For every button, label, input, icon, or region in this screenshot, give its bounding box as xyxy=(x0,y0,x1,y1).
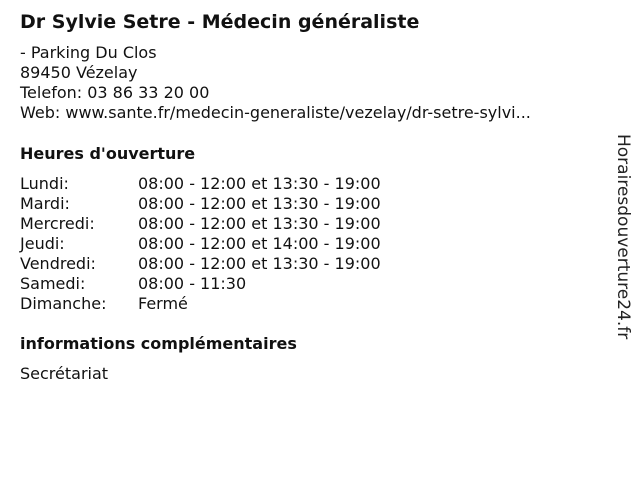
day-label: Samedi: xyxy=(20,274,86,293)
additional-info-text: Secrétariat xyxy=(20,364,109,383)
city-address: 89450 Vézelay xyxy=(20,63,138,82)
phone-number: Telefon: 03 86 33 20 00 xyxy=(20,83,210,102)
time-value: 08:00 - 12:00 et 13:30 - 19:00 xyxy=(138,214,381,233)
time-value: Fermé xyxy=(138,294,188,313)
day-label: Vendredi: xyxy=(20,254,96,273)
day-label: Mercredi: xyxy=(20,214,95,233)
page-title: Dr Sylvie Setre - Médecin généraliste xyxy=(20,11,420,33)
time-value: 08:00 - 12:00 et 13:30 - 19:00 xyxy=(138,194,381,213)
time-value: 08:00 - 11:30 xyxy=(138,274,247,293)
site-watermark: Horairesdouverture24.fr xyxy=(613,134,633,340)
website-url: Web: www.sante.fr/medecin-generaliste/vezelay/dr-setre-sylvi... xyxy=(20,103,531,122)
day-label: Dimanche: xyxy=(20,294,107,313)
day-label: Jeudi: xyxy=(20,234,65,253)
additional-info-heading: informations complémentaires xyxy=(20,334,297,353)
opening-hours-heading: Heures d'ouverture xyxy=(20,144,196,163)
time-value: 08:00 - 12:00 et 13:30 - 19:00 xyxy=(138,174,381,193)
time-value: 08:00 - 12:00 et 14:00 - 19:00 xyxy=(138,234,381,253)
time-value: 08:00 - 12:00 et 13:30 - 19:00 xyxy=(138,254,381,273)
address-block xyxy=(20,43,531,123)
day-label: Mardi: xyxy=(20,194,70,213)
day-label: Lundi: xyxy=(20,174,69,193)
street-address: - Parking Du Clos xyxy=(20,43,157,62)
